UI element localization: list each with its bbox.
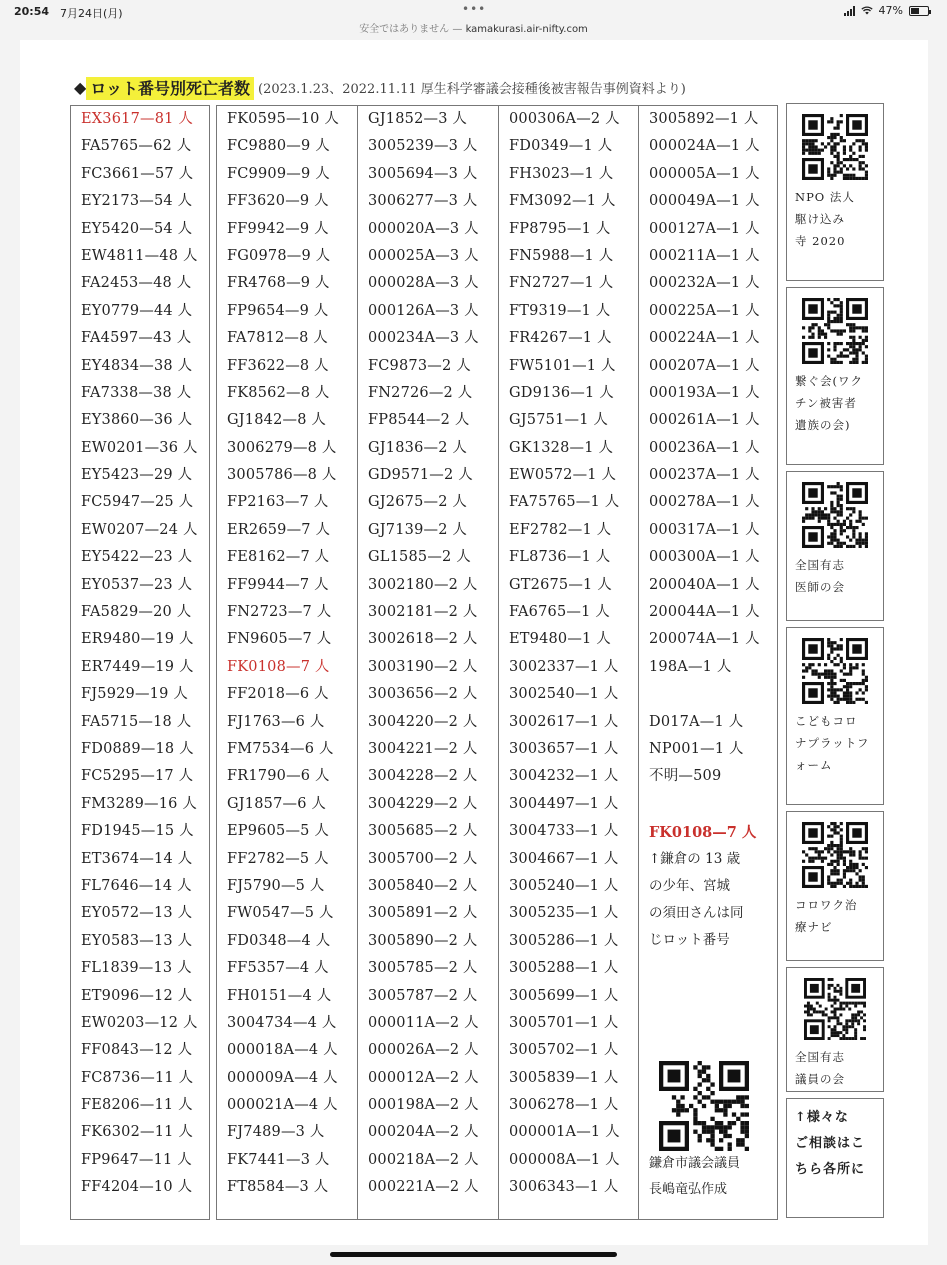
lot-entry: FK0108—7 人 bbox=[227, 658, 330, 675]
lot-entry: NP001—1 人 bbox=[649, 740, 744, 757]
lot-entry: 000224A—1 人 bbox=[649, 330, 760, 347]
lot-entry: EW0572—1 人 bbox=[509, 467, 617, 484]
lot-entry: 000020A—3 人 bbox=[368, 220, 479, 237]
lot-entry: 000021A—4 人 bbox=[227, 1097, 338, 1114]
battery-icon bbox=[909, 6, 929, 16]
home-indicator[interactable] bbox=[330, 1252, 617, 1257]
lot-entry: 000018A—4 人 bbox=[227, 1042, 338, 1059]
lot-entry: FN2726—2 人 bbox=[368, 384, 473, 401]
lot-entry: 000232A—1 人 bbox=[649, 275, 760, 292]
lot-entry: 3003656—2 人 bbox=[368, 686, 478, 703]
lot-entry: 3004733—1 人 bbox=[509, 823, 619, 840]
lot-entry: 3002180—2 人 bbox=[368, 576, 478, 593]
lot-entry: ET3674—14 人 bbox=[81, 850, 193, 867]
lot-entry: 3004229—2 人 bbox=[368, 795, 478, 812]
lot-entry: FA4597—43 人 bbox=[81, 330, 192, 347]
lot-entry: EY3860—36 人 bbox=[81, 412, 193, 429]
lot-entry: FC9873—2 人 bbox=[368, 357, 471, 374]
lot-column-2 bbox=[216, 105, 361, 1220]
multitask-dots[interactable]: ••• bbox=[462, 2, 487, 16]
lot-entry: FF5357—4 人 bbox=[227, 960, 329, 977]
lot-entry: GJ1836—2 人 bbox=[368, 439, 468, 456]
lot-entry: ER9480—19 人 bbox=[81, 631, 194, 648]
lot-entry: FK8562—8 人 bbox=[227, 384, 330, 401]
lot-entry: GJ1842—8 人 bbox=[227, 412, 327, 429]
lot-entry bbox=[639, 681, 777, 708]
lot-entry: 000278A—1 人 bbox=[649, 494, 760, 511]
lot-entry: EY5422—23 人 bbox=[81, 549, 193, 566]
qr-box-councilors[interactable] bbox=[786, 967, 884, 1092]
battery-percent: 47% bbox=[878, 4, 903, 17]
lot-entry: FL1839—13 人 bbox=[81, 960, 192, 977]
qr-code-icon[interactable] bbox=[802, 482, 868, 548]
lot-entry: FA6765—1 人 bbox=[509, 604, 611, 621]
qr-code-icon[interactable] bbox=[804, 978, 866, 1040]
lot-entry: FL7646—14 人 bbox=[81, 877, 192, 894]
lot-entry: EW4811—48 人 bbox=[81, 247, 198, 264]
lot-entry: FA2453—48 人 bbox=[81, 275, 192, 292]
qr-label-line: 遺族の会) bbox=[795, 418, 851, 432]
source-note: (2023.1.23、2022.11.11 厚生科学審議会接種後被害報告事例資料より) bbox=[258, 82, 686, 97]
lot-entry: 3005701—1 人 bbox=[509, 1014, 619, 1031]
lot-entry: 3005787—2 人 bbox=[368, 987, 478, 1004]
lot-entry: 200044A—1 人 bbox=[649, 604, 760, 621]
status-time: 20:54 bbox=[14, 5, 50, 18]
lot-entry: FR1790—6 人 bbox=[227, 768, 330, 785]
lot-entry: FM3289—16 人 bbox=[81, 795, 198, 812]
lot-entry: FG0978—9 人 bbox=[227, 247, 331, 264]
lot-entry: FF2782—5 人 bbox=[227, 850, 329, 867]
lot-entry: 3002617—1 人 bbox=[509, 713, 619, 730]
lot-entry: FN9605—7 人 bbox=[227, 631, 332, 648]
lot-entry: 000204A—2 人 bbox=[368, 1124, 479, 1141]
qr-label-line: 医師の会 bbox=[795, 580, 845, 594]
lot-entry: 3006278—1 人 bbox=[509, 1097, 619, 1114]
lot-entry: FK6302—11 人 bbox=[81, 1124, 194, 1141]
lot-entry: 000211A—1 人 bbox=[649, 247, 760, 264]
lot-entry: D017A—1 人 bbox=[649, 713, 744, 730]
url-text: kamakurasi.air-nifty.com bbox=[465, 24, 588, 35]
lot-entry: FP9647—11 人 bbox=[81, 1151, 192, 1168]
lot-entry: FF3622—8 人 bbox=[227, 357, 329, 374]
lot-entry: 198A—1 人 bbox=[649, 658, 732, 675]
lot-entry: 000028A—3 人 bbox=[368, 275, 479, 292]
qr-label-line: 療ナビ bbox=[795, 920, 833, 934]
lot-entry: EY2173—54 人 bbox=[81, 193, 193, 210]
qr-label-line: ォーム bbox=[795, 758, 833, 772]
lot-entry: EX3617—81 人 bbox=[81, 111, 194, 127]
lot-entry: FC9880—9 人 bbox=[227, 138, 330, 155]
qr-label-line: ナプラットフ bbox=[795, 736, 870, 750]
lot-entry: 000005A—1 人 bbox=[649, 165, 760, 182]
lot-entry: FK0595—10 人 bbox=[227, 111, 340, 127]
lot-entry: FD0889—18 人 bbox=[81, 740, 194, 757]
lot-entry: 000221A—2 人 bbox=[368, 1179, 479, 1196]
lot-entry: 3003657—1 人 bbox=[509, 740, 619, 757]
lot-entry: 3005685—2 人 bbox=[368, 823, 478, 840]
lot-entry: FT8584—3 人 bbox=[227, 1179, 329, 1196]
lot-entry: FJ7489—3 人 bbox=[227, 1124, 325, 1141]
lot-column-4 bbox=[498, 105, 643, 1220]
lot-entry: FA5715—18 人 bbox=[81, 713, 192, 730]
credit-line: 鎌倉市議会議員 bbox=[649, 1156, 741, 1171]
lot-entry: GK1328—1 人 bbox=[509, 439, 614, 456]
lot-entry: FH0151—4 人 bbox=[227, 987, 332, 1004]
lot-entry: FJ5929—19 人 bbox=[81, 686, 189, 703]
lot-entry: GJ1857—6 人 bbox=[227, 795, 327, 812]
lot-entry: GD9136—1 人 bbox=[509, 384, 614, 401]
cellular-signal-icon bbox=[844, 6, 855, 16]
lot-entry: 000234A—3 人 bbox=[368, 330, 479, 347]
status-date: 7月24日(月) bbox=[60, 7, 123, 20]
lot-entry: 3004228—2 人 bbox=[368, 768, 478, 785]
lot-entry: FA5765—62 人 bbox=[81, 138, 192, 155]
lot-entry: ET9480—1 人 bbox=[509, 631, 611, 648]
lot-entry: 000026A—2 人 bbox=[368, 1042, 479, 1059]
address-bar[interactable] bbox=[0, 20, 947, 35]
lot-entry: GJ5751—1 人 bbox=[509, 412, 609, 429]
lot-entry: 000207A—1 人 bbox=[649, 357, 760, 374]
note-line: の須田さんは同 bbox=[649, 904, 744, 921]
highlight-lot: FK0108—7 人 bbox=[649, 823, 757, 841]
lot-entry: 000024A—1 人 bbox=[649, 138, 760, 155]
lot-entry: 3005700—2 人 bbox=[368, 850, 478, 867]
lot-entry: 000225A—1 人 bbox=[649, 302, 760, 319]
lot-entry: FA75765—1 人 bbox=[509, 494, 620, 511]
lot-entry: FJ1763—6 人 bbox=[227, 713, 325, 730]
lot-entry: 3005699—1 人 bbox=[509, 987, 619, 1004]
lot-entry: FC3661—57 人 bbox=[81, 165, 194, 182]
lot-entry: 000009A—4 人 bbox=[227, 1069, 338, 1086]
consult-line: ちら各所に bbox=[795, 1162, 866, 1177]
lot-column-5 bbox=[638, 105, 778, 1220]
lot-entry: ER7449—19 人 bbox=[81, 658, 194, 675]
lot-entry: FP8795—1 人 bbox=[509, 220, 611, 237]
lot-entry: EF2782—1 人 bbox=[509, 521, 612, 538]
lot-entry: 3005890—2 人 bbox=[368, 932, 478, 949]
lot-entry: 3005288—1 人 bbox=[509, 960, 619, 977]
lot-entry: FC8736—11 人 bbox=[81, 1069, 194, 1086]
lot-entry: FA7812—8 人 bbox=[227, 330, 329, 347]
lot-entry: EY0537—23 人 bbox=[81, 576, 193, 593]
lot-entry: 000001A—1 人 bbox=[509, 1124, 620, 1141]
author-credit bbox=[649, 1151, 740, 1203]
qr-label-line: 駆け込み bbox=[795, 212, 845, 226]
lot-entry: FJ5790—5 人 bbox=[227, 877, 325, 894]
qr-box-korowaku[interactable] bbox=[786, 811, 884, 961]
lot-entry: 000127A—1 人 bbox=[649, 220, 760, 237]
status-bar bbox=[0, 0, 947, 20]
lot-entry: 200074A—1 人 bbox=[649, 631, 760, 648]
lot-entry: 3005839—1 人 bbox=[509, 1069, 619, 1086]
lot-entry: 000049A—1 人 bbox=[649, 193, 760, 210]
qr-label-line: チン被害者 bbox=[795, 396, 857, 410]
qr-box-tsunagu[interactable] bbox=[786, 287, 884, 465]
lot-entry: EY5423—29 人 bbox=[81, 467, 193, 484]
lot-entry: FR4768—9 人 bbox=[227, 275, 330, 292]
lot-entry: EP9605—5 人 bbox=[227, 823, 330, 840]
lot-entry: FP9654—9 人 bbox=[227, 302, 329, 319]
lot-entry: FE8206—11 人 bbox=[81, 1097, 193, 1114]
lot-entry: FP2163—7 人 bbox=[227, 494, 329, 511]
lot-column-3 bbox=[357, 105, 502, 1220]
qr-box-npo[interactable] bbox=[786, 103, 884, 281]
qr-code-icon[interactable] bbox=[802, 638, 868, 704]
lot-entry: FD1945—15 人 bbox=[81, 823, 194, 840]
diamond-bullet: ◆ bbox=[74, 78, 87, 97]
consult-line: ご相談はこ bbox=[795, 1136, 866, 1151]
lot-entry: EY0583—13 人 bbox=[81, 932, 193, 949]
lot-entry: FM3092—1 人 bbox=[509, 193, 616, 210]
qr-box-kodomo[interactable] bbox=[786, 627, 884, 805]
note-line: じロット番号 bbox=[649, 931, 730, 948]
lot-entry: FE8162—7 人 bbox=[227, 549, 330, 566]
lot-entry: GJ7139—2 人 bbox=[368, 521, 468, 538]
lot-entry: 000300A—1 人 bbox=[649, 549, 760, 566]
lot-entry: FN2727—1 人 bbox=[509, 275, 614, 292]
lot-entry: FF3620—9 人 bbox=[227, 193, 329, 210]
lot-entry: FT9319—1 人 bbox=[509, 302, 611, 319]
lot-entry: FW0547—5 人 bbox=[227, 905, 334, 922]
lot-entry: FM7534—6 人 bbox=[227, 740, 334, 757]
lot-entry: FH3023—1 人 bbox=[509, 165, 614, 182]
lot-entry: 000011A—2 人 bbox=[368, 1014, 479, 1031]
lot-entry: 200040A—1 人 bbox=[649, 576, 760, 593]
lot-entry: GT2675—1 人 bbox=[509, 576, 612, 593]
consultation-note-box bbox=[786, 1098, 884, 1218]
lot-entry: 3002618—2 人 bbox=[368, 631, 478, 648]
lot-entry: EW0203—12 人 bbox=[81, 1014, 198, 1031]
lot-entry: EY0572—13 人 bbox=[81, 905, 193, 922]
lot-entry: FA5829—20 人 bbox=[81, 604, 192, 621]
lot-entry: 3004497—1 人 bbox=[509, 795, 619, 812]
lot-entry: 000193A—1 人 bbox=[649, 384, 760, 401]
lot-entry: FR4267—1 人 bbox=[509, 330, 612, 347]
lot-entry: 3005702—1 人 bbox=[509, 1042, 619, 1059]
lot-entry: FF0843—12 人 bbox=[81, 1042, 193, 1059]
lot-entry: FC5947—25 人 bbox=[81, 494, 194, 511]
lot-entry: 000008A—1 人 bbox=[509, 1151, 620, 1168]
lot-entry: 000261A—1 人 bbox=[649, 412, 760, 429]
lot-entry: 000218A—2 人 bbox=[368, 1151, 479, 1168]
lot-entry: 3005891—2 人 bbox=[368, 905, 478, 922]
qr-label-line: 全国有志 bbox=[795, 1050, 845, 1064]
lot-entry: 3005694—3 人 bbox=[368, 165, 478, 182]
page-heading bbox=[74, 76, 686, 102]
lot-entry: FF9944—7 人 bbox=[227, 576, 329, 593]
lot-entry: FA7338—38 人 bbox=[81, 384, 192, 401]
lot-entry: 000237A—1 人 bbox=[649, 467, 760, 484]
qr-label-line: 寺 2020 bbox=[795, 234, 846, 248]
lot-entry: 3002337—1 人 bbox=[509, 658, 619, 675]
lot-entry: GJ1852—3 人 bbox=[368, 111, 468, 127]
lot-entry: 3005892—1 人 bbox=[649, 111, 759, 127]
lot-entry: 000306A—2 人 bbox=[509, 111, 620, 127]
lot-entry: FW5101—1 人 bbox=[509, 357, 616, 374]
lot-entry: FD0348—4 人 bbox=[227, 932, 331, 949]
lot-entry: FK7441—3 人 bbox=[227, 1151, 330, 1168]
lot-entry: 3006279—8 人 bbox=[227, 439, 337, 456]
lot-entry: 3002540—1 人 bbox=[509, 686, 619, 703]
qr-code-icon[interactable] bbox=[802, 114, 868, 180]
lot-entry: FF4204—10 人 bbox=[81, 1179, 193, 1196]
credit-line: 長嶋竜弘作成 bbox=[649, 1182, 728, 1197]
lot-entry: EY5420—54 人 bbox=[81, 220, 193, 237]
note-line: ↑鎌倉の 13 歳 bbox=[649, 850, 741, 867]
lot-entry: 3004734—4 人 bbox=[227, 1014, 337, 1031]
lot-entry: 不明—509 bbox=[649, 768, 722, 785]
qr-label-line: こどもコロ bbox=[795, 714, 858, 728]
lot-entry: FF9942—9 人 bbox=[227, 220, 329, 237]
lot-entry: GD9571—2 人 bbox=[368, 467, 473, 484]
lot-entry: 3005240—1 人 bbox=[509, 877, 619, 894]
lot-entry: FN2723—7 人 bbox=[227, 604, 332, 621]
lot-entry: 3005786—8 人 bbox=[227, 467, 337, 484]
lot-entry: 3005785—2 人 bbox=[368, 960, 478, 977]
lot-entry: FL8736—1 人 bbox=[509, 549, 611, 566]
lot-entry: 000236A—1 人 bbox=[649, 439, 760, 456]
lot-entry: FF2018—6 人 bbox=[227, 686, 329, 703]
lot-entry: GL1585—2 人 bbox=[368, 549, 471, 566]
qr-code-icon[interactable] bbox=[802, 822, 868, 888]
page-title: ロット番号別死亡者数 bbox=[86, 77, 254, 100]
lot-entry: 3005286—1 人 bbox=[509, 932, 619, 949]
qr-label-line: コロワク治 bbox=[795, 898, 858, 912]
lot-entry: 3006343—1 人 bbox=[509, 1179, 619, 1196]
lot-entry: 000126A—3 人 bbox=[368, 302, 479, 319]
qr-box-doctors[interactable] bbox=[786, 471, 884, 621]
lot-entry: ER2659—7 人 bbox=[227, 521, 331, 538]
wifi-icon bbox=[861, 6, 873, 15]
lot-entry: 000198A—2 人 bbox=[368, 1097, 479, 1114]
security-warning: 安全ではありません — bbox=[359, 24, 463, 35]
lot-entry: 3004220—2 人 bbox=[368, 713, 478, 730]
lot-entry: EW0201—36 人 bbox=[81, 439, 198, 456]
lot-entry: GJ2675—2 人 bbox=[368, 494, 468, 511]
lot-entry: 3004221—2 人 bbox=[368, 740, 478, 757]
lot-entry: 3003190—2 人 bbox=[368, 658, 478, 675]
lot-entry: 3004667—1 人 bbox=[509, 850, 619, 867]
qr-code-icon[interactable] bbox=[802, 298, 868, 364]
lot-entry: EW0207—24 人 bbox=[81, 521, 198, 538]
lot-entry: FC5295—17 人 bbox=[81, 768, 194, 785]
qr-label-line: 全国有志 bbox=[795, 558, 845, 572]
lot-entry: ET9096—12 人 bbox=[81, 987, 193, 1004]
consult-line: ↑様々な bbox=[795, 1110, 849, 1125]
lot-entry: 3006277—3 人 bbox=[368, 193, 478, 210]
lot-entry: 3005239—3 人 bbox=[368, 138, 478, 155]
lot-entry: FC9909—9 人 bbox=[227, 165, 330, 182]
lot-entry: 000317A—1 人 bbox=[649, 521, 760, 538]
lot-entry: 000012A—2 人 bbox=[368, 1069, 479, 1086]
qr-code-icon[interactable] bbox=[659, 1061, 749, 1151]
lot-entry: EY4834—38 人 bbox=[81, 357, 193, 374]
qr-label-line: 議員の会 bbox=[795, 1072, 845, 1086]
lot-entry: FN5988—1 人 bbox=[509, 247, 614, 264]
lot-entry: 3002181—2 人 bbox=[368, 604, 478, 621]
lot-entry: 3005840—2 人 bbox=[368, 877, 478, 894]
lot-entry: EY0779—44 人 bbox=[81, 302, 193, 319]
lot-entry: 3005235—1 人 bbox=[509, 905, 619, 922]
lot-column-1 bbox=[70, 105, 210, 1220]
lot-entry: 000025A—3 人 bbox=[368, 247, 479, 264]
qr-label-line: NPO 法人 bbox=[795, 190, 855, 204]
lot-entry: FP8544—2 人 bbox=[368, 412, 470, 429]
note-line: の少年、宮城 bbox=[649, 877, 730, 894]
lot-entry: FD0349—1 人 bbox=[509, 138, 613, 155]
lot-entry: 3004232—1 人 bbox=[509, 768, 619, 785]
document-page bbox=[20, 40, 928, 1245]
qr-label-line: 繋ぐ会(ワク bbox=[795, 374, 863, 388]
